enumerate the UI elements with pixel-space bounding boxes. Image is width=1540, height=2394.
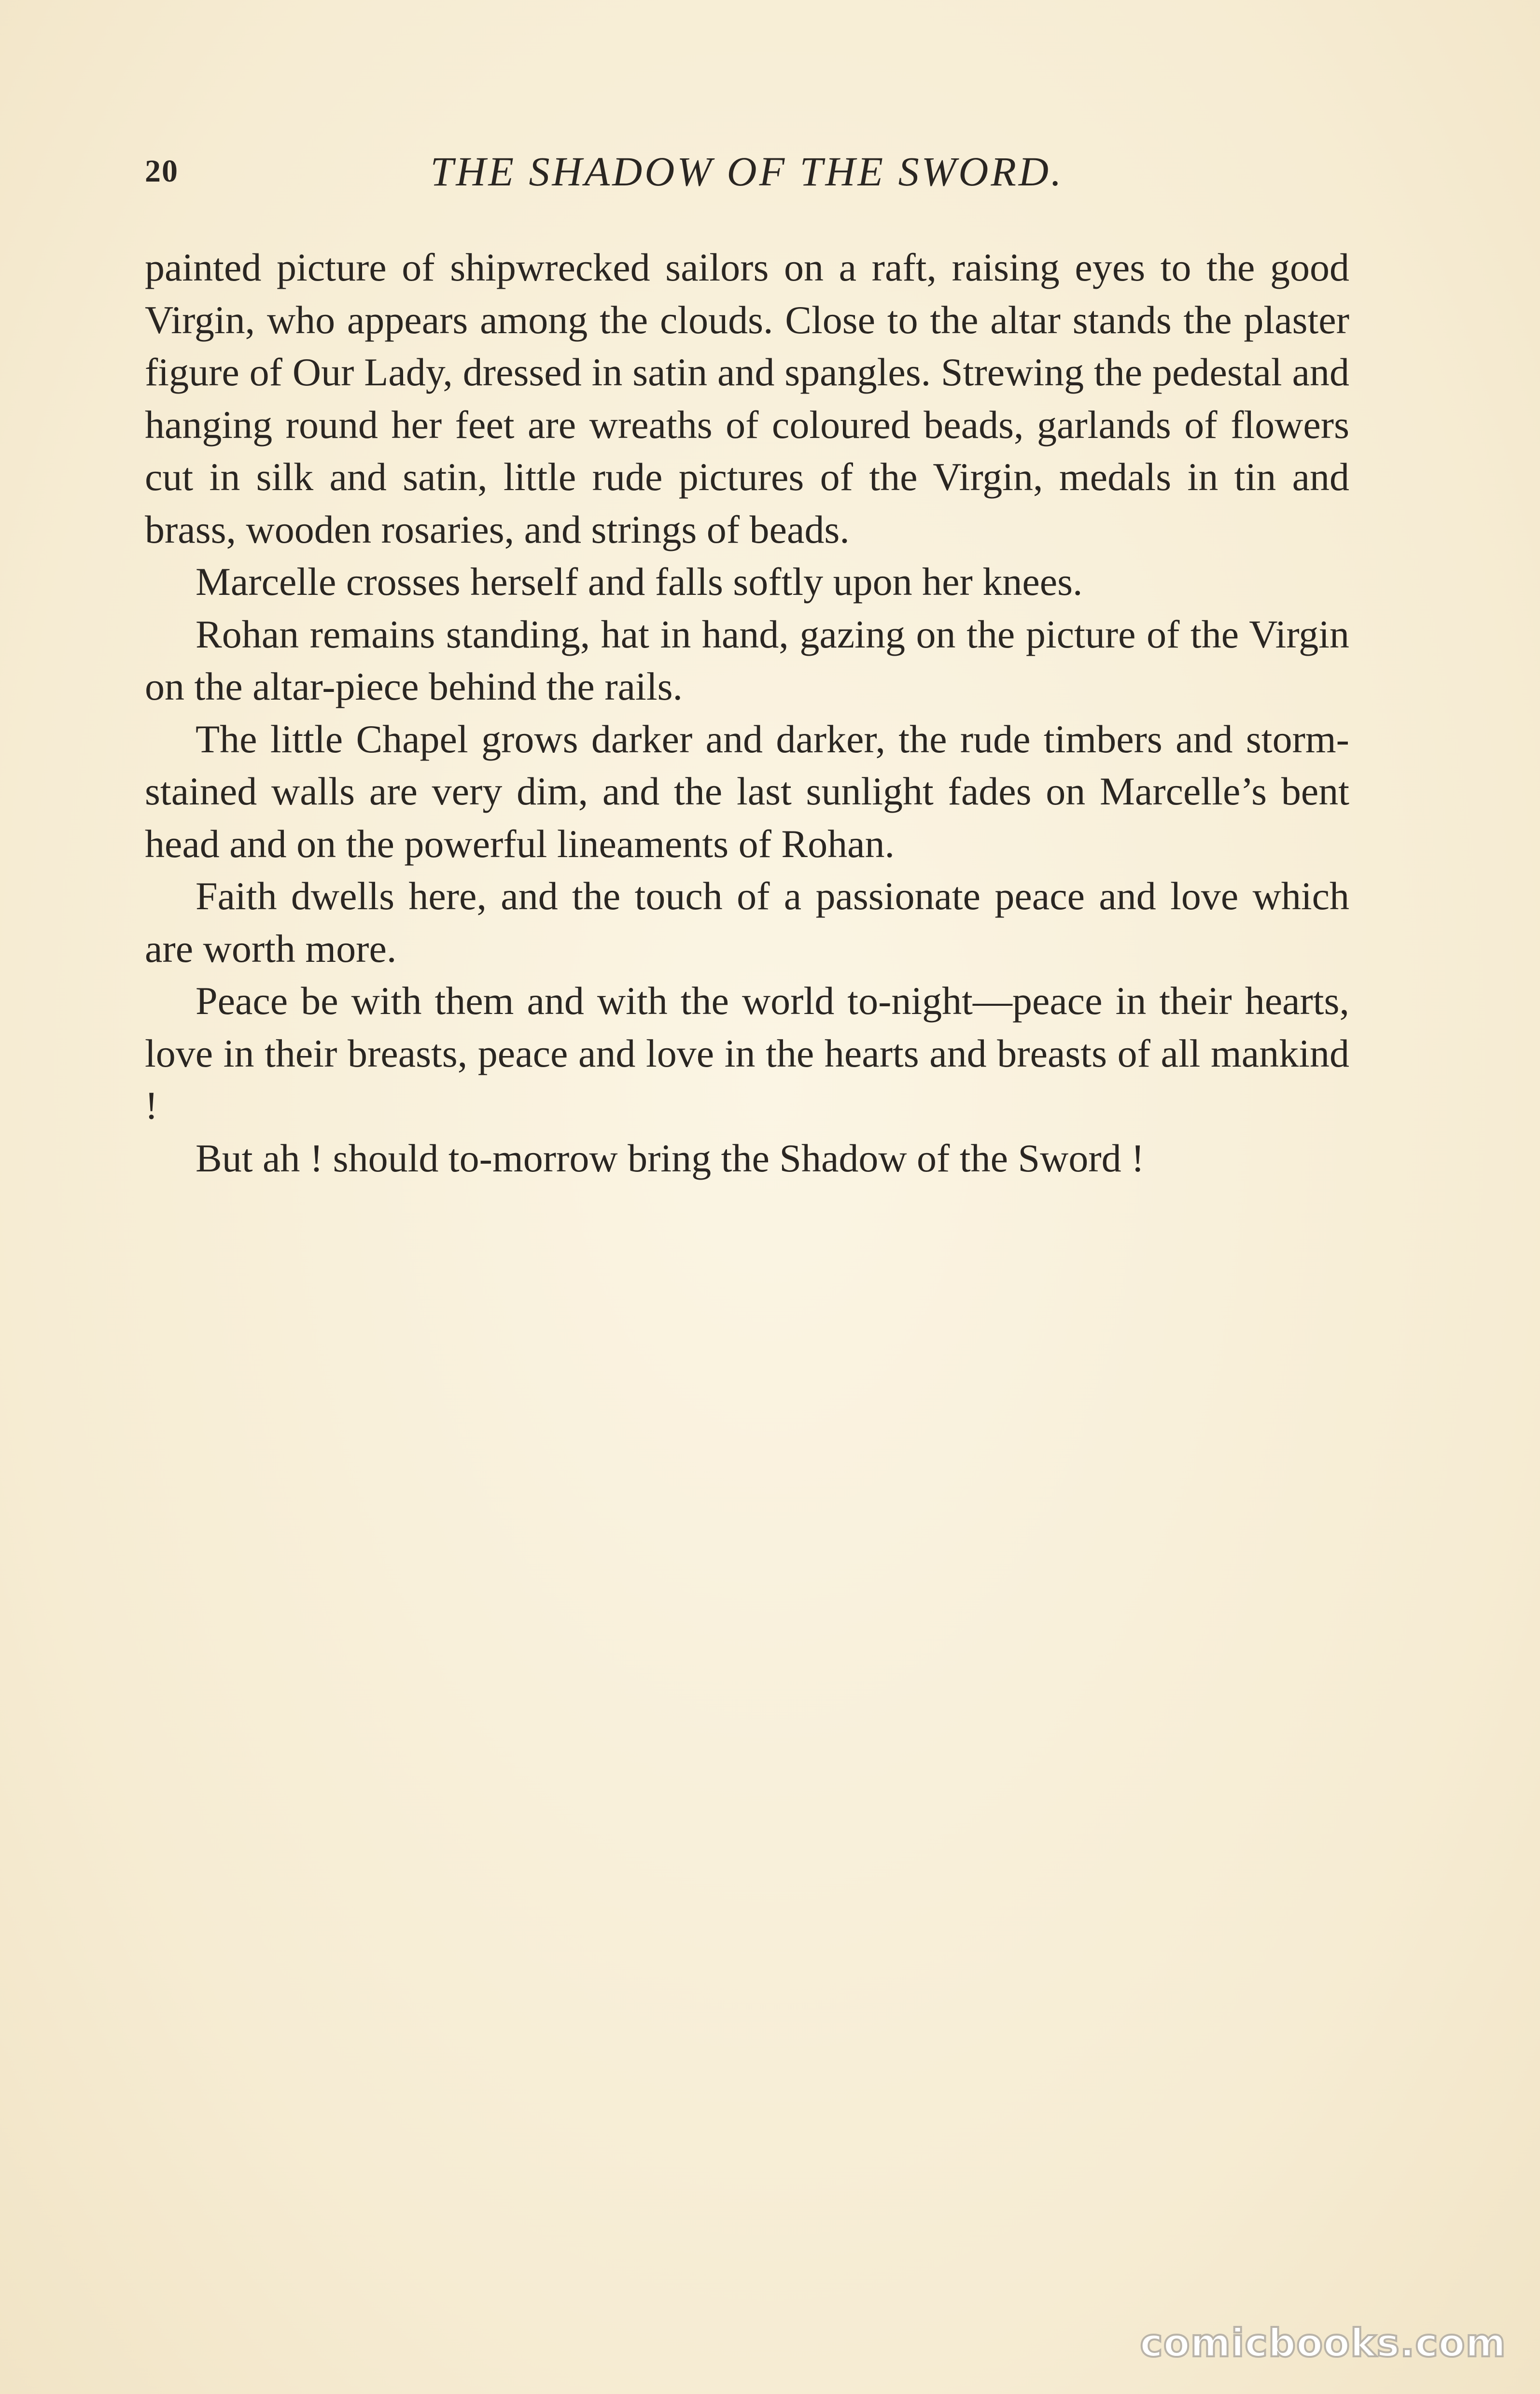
paragraph: The little Chapel grows darker and darker, the rude timbers and storm-stained walls are very dim, and the last sunlight fades on Marcelle’s bent head and on the powerful lineaments of Rohan.: [145, 717, 1349, 866]
paragraph: painted picture of shipwrecked sailors on a raft, raising eyes to the good Virgin, who appears among the clouds. Close to the altar stands the plaster figure of Our Lady, dressed in satin and spangles. Strewing the pedestal and hanging round her feet are wreaths of coloured beads, garlands of flowers cut in silk and satin, little rude pictures of the Virgin, medals in tin and brass, wooden rosaries, and strings of beads.: [145, 245, 1349, 551]
running-head: THE SHADOW OF THE SWORD.: [430, 148, 1064, 195]
page-header: [145, 147, 1349, 196]
paragraph: Rohan remains standing, hat in hand, gazing on the picture of the Virgin on the altar-piece behind the rails.: [145, 612, 1349, 708]
body-text: [145, 241, 1349, 1184]
paragraph: But ah ! should to-morrow bring the Shadow of the Sword !: [196, 1136, 1145, 1180]
paragraph: Marcelle crosses herself and falls softly upon her knees.: [196, 560, 1083, 604]
paragraph: Faith dwells here, and the touch of a passionate peace and love which are worth more.: [145, 874, 1349, 971]
paragraph: Peace be with them and with the world to-night—peace in their hearts, love in their breasts, peace and love in the hearts and breasts of all mankind !: [145, 979, 1349, 1127]
watermark: comicbooks.com: [1140, 2321, 1506, 2366]
page-number: 20: [145, 154, 179, 189]
